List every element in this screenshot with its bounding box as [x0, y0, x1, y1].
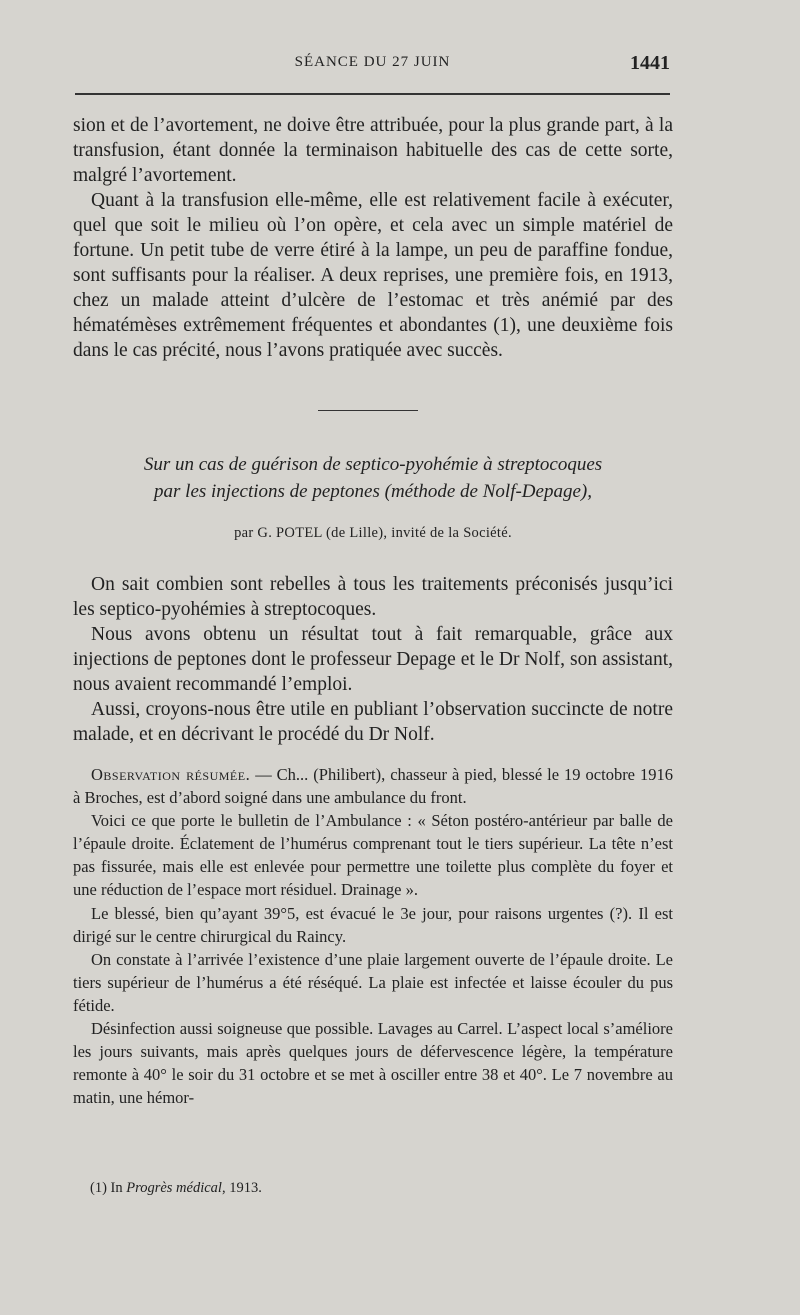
paragraph: Nous avons obtenu un résultat tout à fait remarquable, grâce aux injections de peptones dont le professeur Depage et le Dr Nolf, son assistant, nous avaient recommandé l’emploi. — [73, 624, 673, 695]
paragraph: Désinfection aussi soigneuse que possible. Lavages au Carrel. L’aspect local s’améliore les jours suivants, mais après quelques jours de défervescence légère, la température remonte à 40° le soir du 31 octobre et se met à osciller entre 38 et 40°. Le 7 novembre au matin, une hémor- — [73, 1019, 673, 1108]
paragraph: On constate à l’arrivée l’existence d’une plaie largement ouverte de l’épaule droite. Le tiers supérieur de l’humérus a été réséqué. La plaie est infectée et laisse écouler du pus fétide. — [73, 949, 673, 1015]
article-title — [73, 451, 673, 505]
intro-text — [73, 572, 673, 747]
footnote-year: , 1913. — [221, 1180, 262, 1196]
observation-intro: — Ch... (Philibert), chasseur à pied, blessé le 19 octobre 1916 à Broches, est d’abord soigné dans une ambulance du front. — [73, 765, 673, 808]
footnote — [90, 1180, 262, 1197]
article-byline: par G. POTEL (de Lille), invité de la Société. — [234, 525, 512, 541]
footnote-source: Progrès médical — [126, 1180, 222, 1196]
paragraph: sion et de l’avortement, ne doive être attribuée, pour la plus grande part, à la transfusion, étant donnée la terminaison habituelle des cas de cette sorte, malgré l’avortement. — [73, 115, 673, 186]
paragraph — [73, 763, 673, 809]
continuation-text — [73, 113, 673, 363]
observation-label: Observation résumée. — [91, 765, 251, 784]
paragraph: Aussi, croyons-nous être utile en publiant l’observation succincte de notre malade, et en décrivant le procédé du Dr Nolf. — [73, 699, 673, 745]
footnote-marker: (1) In — [90, 1180, 123, 1196]
article-title-line: Sur un cas de guérison de septico-pyohémie à streptocoques — [143, 454, 603, 475]
page-number: 1441 — [630, 52, 670, 74]
section-separator — [318, 410, 418, 411]
article-title-line: par les injections de peptones (méthode de Nolf-Depage), — [154, 481, 592, 502]
paragraph: Voici ce que porte le bulletin de l’Ambulance : « Séton postéro-antérieur par balle de l’épaule droite. Éclatement de l’humérus comprenant tout le tiers supérieur. La tête n’est pas fissurée, mais elle est enlevée pour permettre une toilette plus complète du foyer et une réduction de l’espace mort résiduel. Drainage ». — [73, 811, 673, 900]
page-header — [75, 52, 670, 80]
observation-text — [73, 763, 673, 1109]
paragraph: On sait combien sont rebelles à tous les traitements préconisés jusqu’ici les septico-pyohémies à streptocoques. — [73, 574, 673, 620]
header-rule — [75, 93, 670, 95]
paragraph: Quant à la transfusion elle-même, elle est relativement facile à exécuter, quel que soit le milieu où l’on opère, et cela avec un simple matériel de fortune. Un petit tube de verre étiré à la lampe, un peu de paraffine fondue, sont suffisants pour la réaliser. A deux reprises, une première fois, en 1913, chez un malade atteint d’ulcère de l’estomac et très anémié par des hématémèses extrêmement fréquentes et abondantes (1), une deuxième fois dans le cas précité, nous l’avons pratiquée avec succès. — [73, 190, 673, 361]
paragraph: Le blessé, bien qu’ayant 39°5, est évacué le 3e jour, pour raisons urgentes (?). Il est dirigé sur le centre chirurgical du Raincy. — [73, 903, 673, 946]
running-title: SÉANCE DU 27 JUIN — [294, 54, 451, 70]
